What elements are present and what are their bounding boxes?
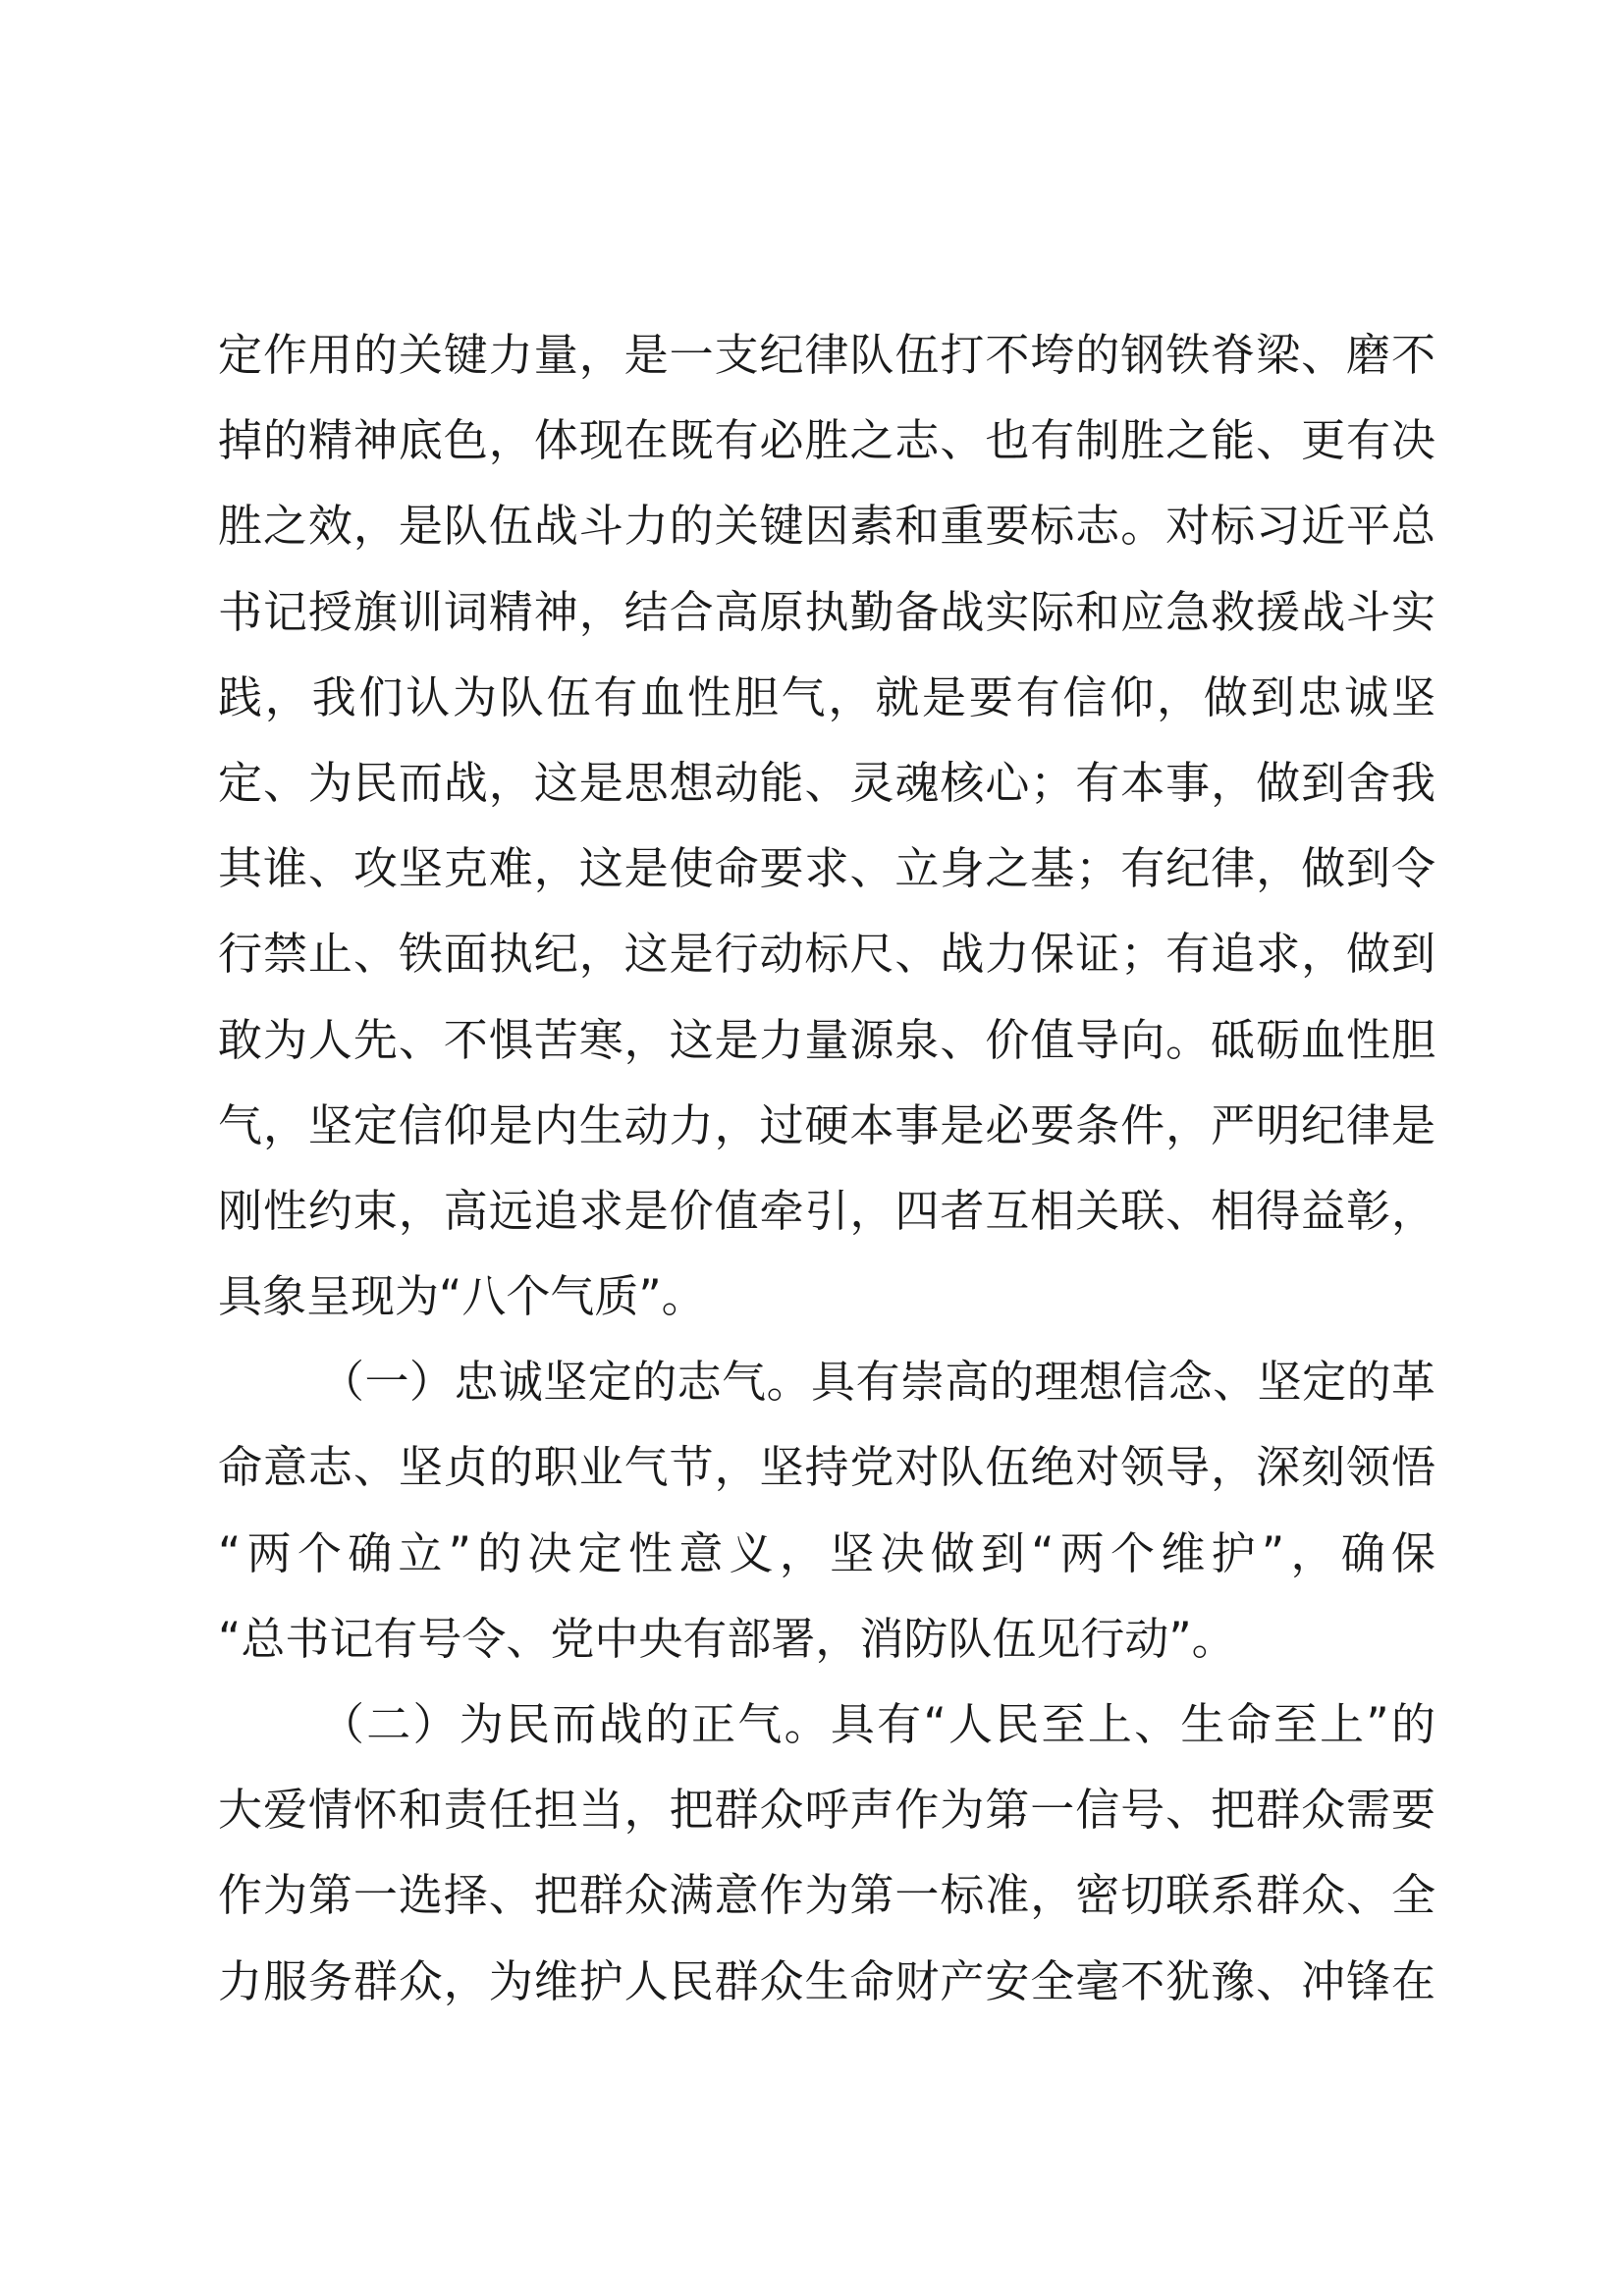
section-heading-line: （二）为民而战的正气。具有“人民至上、生命至上”的 <box>320 1698 1435 1750</box>
section-heading-line: （一）忠诚坚定的志气。具有崇高的理想信念、坚定的革 <box>320 1356 1435 1409</box>
text-line: 命意志、坚贞的职业气节，坚持党对队伍绝对领导，深刻领悟 <box>218 1441 1435 1494</box>
text-line: 定作用的关键力量，是一支纪律队伍打不垮的钢铁脊梁、磨不 <box>218 329 1435 381</box>
text-line: 行禁止、铁面执纪，这是行动标尺、战力保证；有追求，做到 <box>218 928 1435 981</box>
text-line: 定、为民而战，这是思想动能、灵魂核心；有本事，做到舍我 <box>218 756 1435 809</box>
text-line: 大爱情怀和责任担当，把群众呼声作为第一信号、把群众需要 <box>218 1784 1435 1837</box>
text-line: 其谁、攻坚克难，这是使命要求、立身之基；有纪律，做到令 <box>218 842 1435 895</box>
text-line: 掉的精神底色，体现在既有必胜之志、也有制胜之能、更有决 <box>218 414 1435 467</box>
body-text <box>218 312 1435 2024</box>
text-line: 书记授旗训词精神，结合高原执勤备战实际和应急救援战斗实 <box>218 585 1435 638</box>
text-line: 刚性约束，高远追求是价值牵引，四者互相关联、相得益彰， <box>218 1184 1435 1237</box>
text-line: 具象呈现为“八个气质”。 <box>218 1270 706 1323</box>
text-line: 践，我们认为队伍有血性胆气，就是要有信仰，做到忠诚坚 <box>218 670 1435 723</box>
text-line: 敢为人先、不惧苦寒，这是力量源泉、价值导向。砥砺血性胆 <box>218 1013 1435 1066</box>
text-line: 气，坚定信仰是内生动力，过硬本事是必要条件，严明纪律是 <box>218 1098 1435 1151</box>
text-line: “总书记有号令、党中央有部署，消防队伍见行动”。 <box>218 1612 1236 1665</box>
text-line: “两个确立”的决定性意义，坚决做到“两个维护”，确保 <box>218 1526 1435 1579</box>
text-line: 力服务群众，为维护人民群众生命财产安全毫不犹豫、冲锋在 <box>218 1954 1435 2007</box>
text-line: 胜之效，是队伍战斗力的关键因素和重要标志。对标习近平总 <box>218 500 1435 553</box>
text-line: 作为第一选择、把群众满意作为第一标准，密切联系群众、全 <box>218 1869 1435 1922</box>
